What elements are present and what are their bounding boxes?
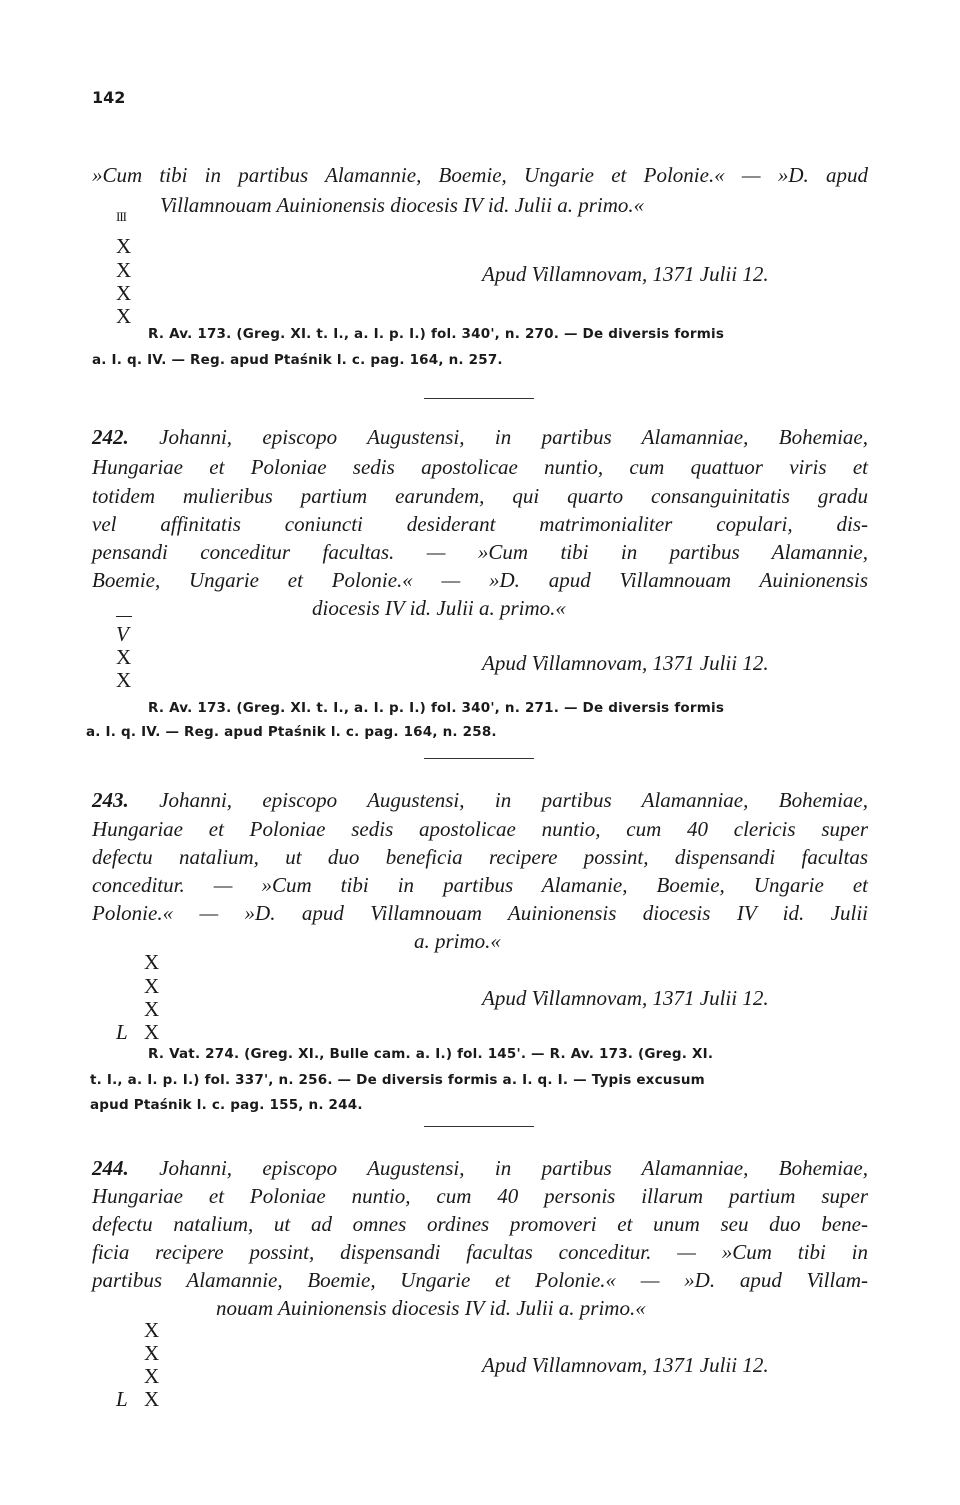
entry-241-ref-2: a. I. q. IV. — Reg. apud Ptaśnik l. c. pag. 164, n. 257. xyxy=(92,352,503,368)
entry-241-marginal-2: X xyxy=(116,258,132,282)
entry-242-line-2: Hungariae et Poloniae sedis apostolicae nuntio, cum quattuor viris et xyxy=(92,455,868,479)
entry-243-marginal-1: X xyxy=(144,950,160,974)
entry-243-last-line: a. primo.« xyxy=(414,929,501,953)
entry-243-place-date: Apud Villamnovam, 1371 Julii 12. xyxy=(482,986,769,1010)
page-number: 142 xyxy=(92,88,126,107)
entry-number: 244. xyxy=(92,1156,129,1180)
entry-241-line-1: »Cum tibi in partibus Alamannie, Boemie, Ungarie et Polonie.« — »D. apud xyxy=(92,163,868,187)
entry-243-line-1 xyxy=(92,788,868,813)
entry-243-ref-3: apud Ptaśnik l. c. pag. 155, n. 244. xyxy=(90,1097,363,1113)
entry-243-marginal-4: X xyxy=(144,1020,160,1044)
entry-243-marginal-left: L xyxy=(116,1020,128,1044)
entry-243-marginal-3: X xyxy=(144,997,160,1021)
entry-242-marginal-1: V xyxy=(116,622,129,646)
entry-242-ref-1: R. Av. 173. (Greg. XI. t. I., a. I. p. I.) fol. 340', n. 271. — De diversis formis xyxy=(148,700,725,716)
separator-rule xyxy=(424,758,534,759)
entry-243-ref-1: R. Vat. 274. (Greg. XI., Bulle cam. a. I.) fol. 145'. — R. Av. 173. (Greg. XI. xyxy=(148,1046,714,1062)
overline-mark xyxy=(116,616,132,617)
entry-242-marginal-2: X xyxy=(116,645,132,669)
entry-243-ref-2: t. I., a. I. p. I.) fol. 337', n. 256. — De diversis formis a. I. q. I. — Typis excusum xyxy=(90,1072,705,1088)
entry-241-ref-1: R. Av. 173. (Greg. XI. t. I., a. I. p. I.) fol. 340', n. 270. — De diversis formis xyxy=(148,326,725,342)
entry-244-place-date: Apud Villamnovam, 1371 Julii 12. xyxy=(482,1353,769,1377)
entry-number: 243. xyxy=(92,788,129,812)
entry-244-line-2: Hungariae et Poloniae nuntio, cum 40 personis illarum partium super xyxy=(92,1184,868,1208)
entry-243-line-2: Hungariae et Poloniae sedis apostolicae nuntio, cum 40 clericis super xyxy=(92,817,868,841)
entry-244-marginal-3: X xyxy=(144,1364,160,1388)
entry-244-line-4: ficia recipere possint, dispensandi facultas conceditur. — »Cum tibi in xyxy=(92,1240,868,1264)
entry-244-marginal-1: X xyxy=(144,1318,160,1342)
entry-242-ref-2: a. I. q. IV. — Reg. apud Ptaśnik l. c. pag. 164, n. 258. xyxy=(86,724,497,740)
entry-244-line-3: defectu natalium, ut ad omnes ordines promoveri et unum seu duo bene- xyxy=(92,1212,868,1236)
entry-number: 242. xyxy=(92,425,129,449)
entry-243-line-3: defectu natalium, ut duo beneficia recipere possint, dispensandi facultas xyxy=(92,845,868,869)
entry-244-line-5: partibus Alamannie, Boemie, Ungarie et Polonie.« — »D. apud Villam- xyxy=(92,1268,868,1292)
entry-244-text: Johanni, episcopo Augustensi, in partibus Alamanniae, Bohemiae, xyxy=(159,1156,868,1180)
entry-242-text: Johanni, episcopo Augustensi, in partibus Alamanniae, Bohemiae, xyxy=(159,425,868,449)
entry-242-line-6: Boemie, Ungarie et Polonie.« — »D. apud Villamnouam Auinionensis xyxy=(92,568,868,592)
entry-243-line-5: Polonie.« — »D. apud Villamnouam Auinionensis diocesis IV id. Julii xyxy=(92,901,868,925)
entry-242-place-date: Apud Villamnovam, 1371 Julii 12. xyxy=(482,651,769,675)
entry-241-marginal-3: X xyxy=(116,281,132,305)
entry-244-last-line: nouam Auinionensis diocesis IV id. Julii a. primo.« xyxy=(216,1296,646,1320)
entry-242-line-4: vel affinitatis coniuncti desiderant matrimonialiter copulari, dis- xyxy=(92,512,868,536)
entry-242-line-3: totidem mulieribus partium earundem, qui quarto consanguinitatis gradu xyxy=(92,484,868,508)
entry-241-marginal-4: X xyxy=(116,304,132,328)
entry-241-line-2: Villamnouam Auinionensis diocesis IV id. Julii a. primo.« xyxy=(160,193,645,217)
entry-242-marginal-3: X xyxy=(116,668,132,692)
separator-rule xyxy=(424,1126,534,1127)
entry-241-margin-roman: III xyxy=(116,209,126,224)
entry-244-marginal-left: L xyxy=(116,1387,128,1411)
entry-242-line-5: pensandi conceditur facultas. — »Cum tibi in partibus Alamannie, xyxy=(92,540,868,564)
entry-243-text: Johanni, episcopo Augustensi, in partibus Alamanniae, Bohemiae, xyxy=(159,788,868,812)
entry-243-marginal-2: X xyxy=(144,974,160,998)
entry-242-line-1 xyxy=(92,425,868,450)
entry-241-marginal-1: X xyxy=(116,234,132,258)
separator-rule xyxy=(424,398,534,399)
entry-244-line-1 xyxy=(92,1156,868,1181)
entry-243-line-4: conceditur. — »Cum tibi in partibus Alamanie, Boemie, Ungarie et xyxy=(92,873,868,897)
entry-244-marginal-4: X xyxy=(144,1387,160,1411)
entry-244-marginal-2: X xyxy=(144,1341,160,1365)
entry-241-place-date: Apud Villamnovam, 1371 Julii 12. xyxy=(482,262,769,286)
entry-242-last-line: diocesis IV id. Julii a. primo.« xyxy=(312,596,566,620)
